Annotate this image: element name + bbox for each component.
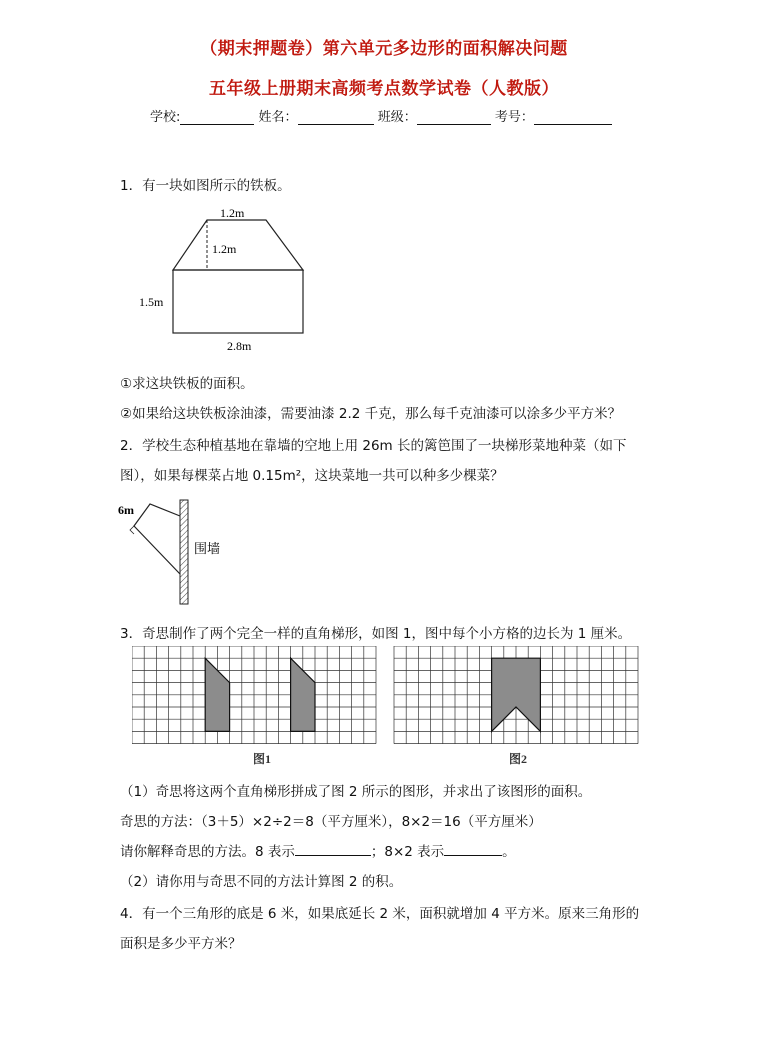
q3-explain [120, 840, 516, 860]
q2-line2: 图），如果每棵菜占地 0.15m²，这块菜地一共可以种多少棵菜？ [120, 468, 504, 484]
exam-no-label: 考号： [494, 110, 534, 125]
fence-trapezoid [134, 504, 180, 574]
answer-blank-2[interactable] [444, 843, 502, 856]
rectangle-shape [173, 270, 303, 333]
label-inner-height: 1.2m [212, 242, 237, 256]
q3-figures [132, 646, 642, 770]
label-top: 1.2m [220, 206, 245, 220]
grid-figure-2 [394, 646, 638, 744]
q1-figure [130, 200, 330, 360]
school-field[interactable] [180, 110, 254, 125]
label-bottom: 2.8m [227, 339, 252, 353]
class-label: 班级： [377, 110, 417, 125]
fig2-caption: 图2 [509, 752, 528, 766]
label-wall: 围墙 [194, 542, 221, 557]
q2-line1: 2．学校生态种植基地在靠墙的空地上用 26m 长的篱笆围了一块梯形菜地种菜（如下 [120, 438, 627, 454]
q3-part2: （2）请你用与奇思不同的方法计算图 2 的积。 [120, 874, 403, 890]
class-field[interactable] [417, 110, 491, 125]
page-subtitle: 五年级上册期末高频考点数学试卷（人教版） [209, 79, 559, 99]
trapezoid-shape [173, 220, 303, 270]
q3-stem: 3．奇思制作了两个完全一样的直角梯形，如图 1，图中每个小方格的边长为 1 厘米。 [120, 626, 632, 642]
q3-method: 奇思的方法：（3＋5）×2÷2＝8（平方厘米），8×2＝16（平方厘米） [120, 814, 542, 830]
q3-part1: （1）奇思将这两个直角梯形拼成了图 2 所示的图形，并求出了该图形的面积。 [120, 784, 592, 800]
q1-sub2: ②如果给这块铁板涂油漆，需要油漆 2.2 千克，那么每千克油漆可以涂多少平方米？ [120, 406, 622, 422]
q4-line1: 4．有一个三角形的底是 6 米，如果底延长 2 米，面积就增加 4 平方米。原来三角形的 [120, 906, 640, 922]
grid-figure-1 [132, 646, 376, 744]
exam-no-field[interactable] [534, 110, 612, 125]
explain-c: 。 [502, 844, 516, 860]
page-title: （期末押题卷）第六单元多边形的面积解决问题 [200, 39, 568, 59]
label-left: 1.5m [139, 295, 164, 309]
student-info-row [150, 106, 612, 125]
name-label: 姓名： [258, 110, 298, 125]
fig1-caption: 图1 [253, 752, 272, 766]
wall-shape [180, 500, 188, 604]
q2-figure [114, 496, 244, 608]
answer-blank-1[interactable] [295, 843, 371, 856]
q1-stem: 1．有一块如图所示的铁板。 [120, 178, 291, 194]
name-field[interactable] [298, 110, 374, 125]
explain-a: 请你解释奇思的方法。8 表示 [120, 844, 295, 860]
school-label: 学校: [150, 110, 181, 125]
explain-b: ；8×2 表示 [370, 844, 445, 860]
q1-sub1: ①求这块铁板的面积。 [120, 376, 254, 392]
q4-line2: 面积是多少平方米？ [120, 936, 242, 952]
right-angle-mark [130, 526, 134, 534]
label-6m: 6m [118, 503, 134, 517]
